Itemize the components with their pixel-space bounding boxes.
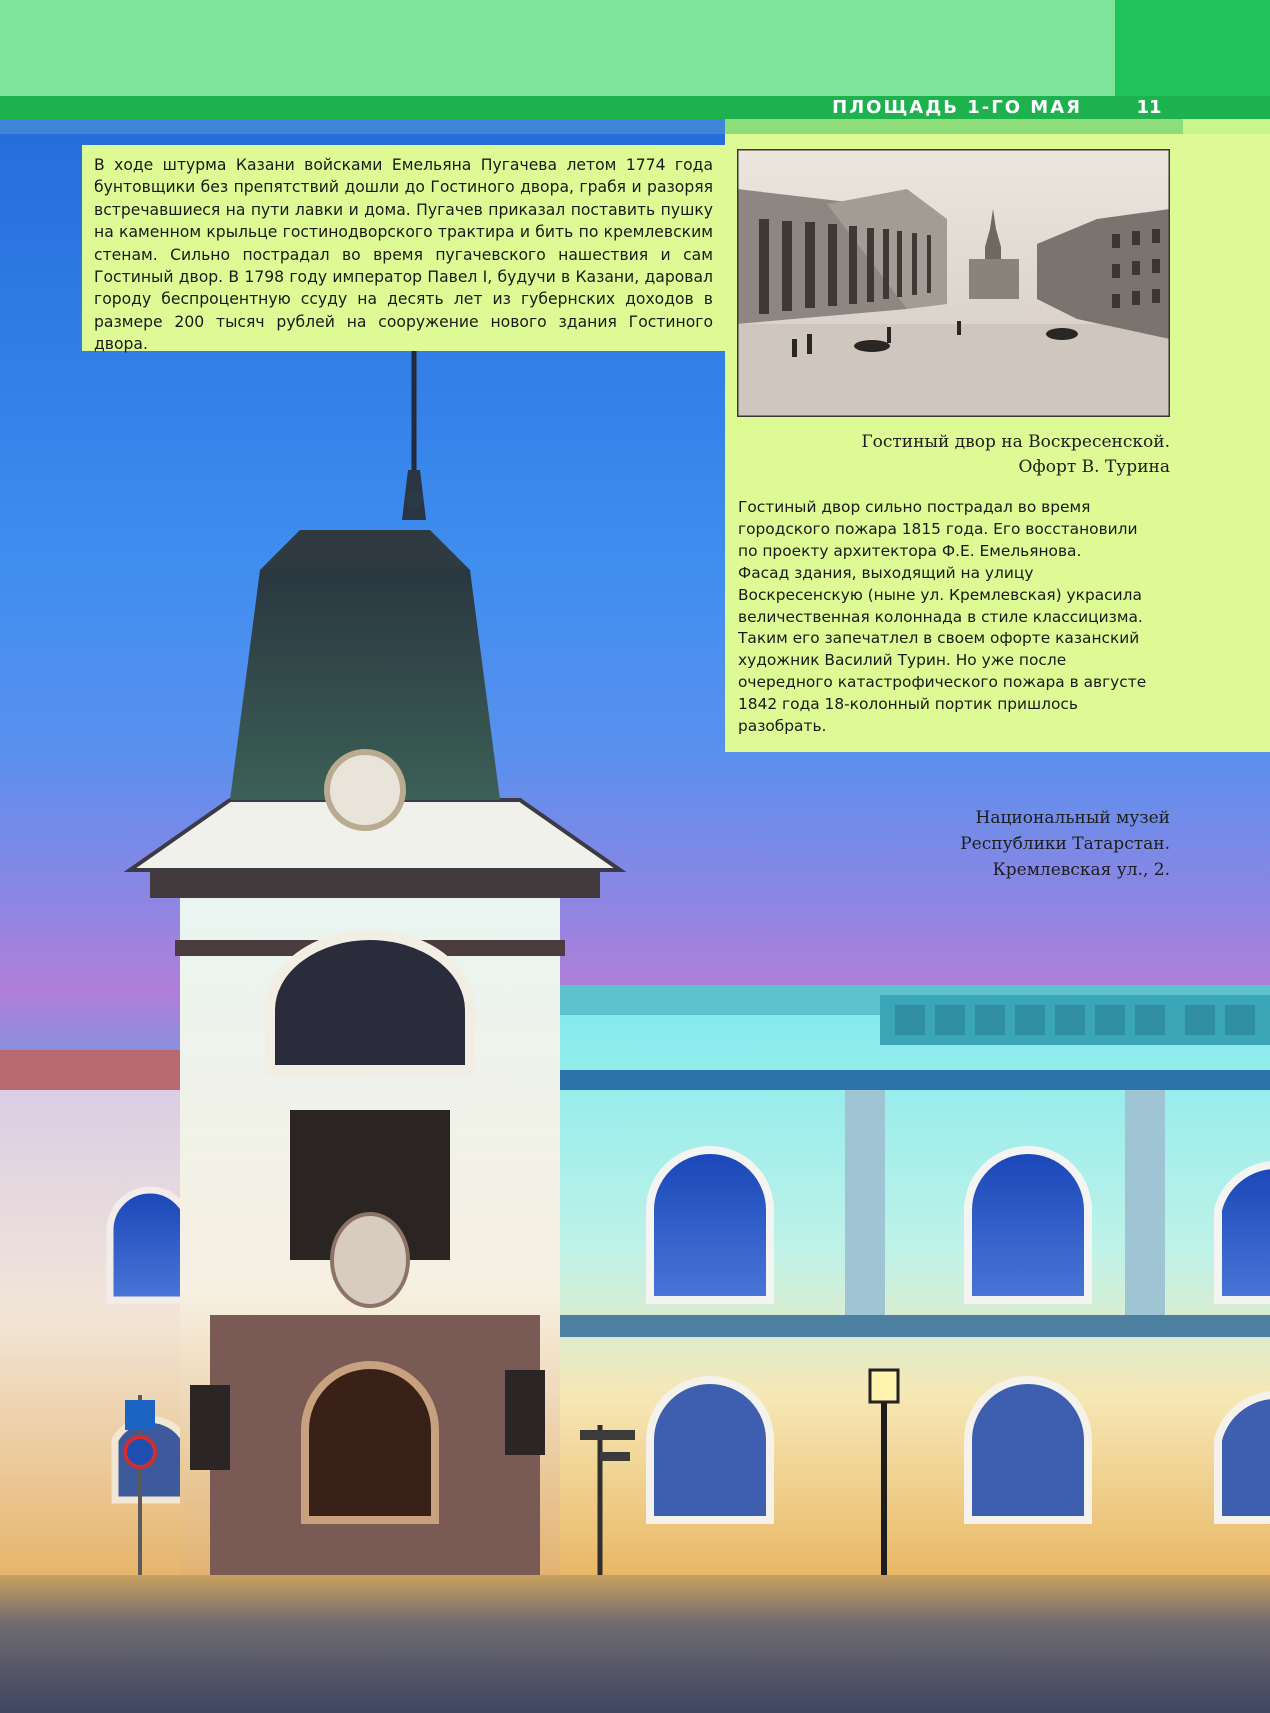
etching-illustration [737, 149, 1170, 417]
etching-caption [760, 430, 1170, 480]
history-text-panel [82, 145, 725, 354]
museum-caption [880, 805, 1170, 883]
museum-caption-address: Кремлевская ул., 2. [992, 860, 1170, 880]
etching-image [737, 149, 1170, 417]
header-strip-left [0, 119, 725, 134]
fire-paragraph-2: Фасад здания, выходящий на улицу Воскресенскую (ныне ул. Кремлевская) украсила величественная колоннада в стиле классицизма. Таким его запечатлел в своем офорте казанский художник Василий Турин. Но уже после очередного катастрофического пожара в августе 1842 года 18-колонный портик пришлось разобрать. [738, 563, 1147, 736]
fire-text-block [738, 497, 1158, 738]
museum-caption-line: Республики Татарстан. [960, 834, 1170, 854]
fire-paragraph-1: Гостиный двор сильно пострадал во время городского пожара 1815 года. Его восстановили по проекту архитектора Ф.Е. Емельянова. [738, 498, 1138, 560]
section-title: ПЛОЩАДЬ 1-ГО МАЯ [832, 97, 1082, 118]
etching-caption-author: Офорт В. Турина [1018, 457, 1170, 477]
etching-caption-line: Гостиный двор на Воскресенской. [861, 432, 1170, 452]
top-color-band [0, 0, 1115, 96]
history-paragraph: В ходе штурма Казани войсками Емельяна Пугачева летом 1774 года бунтовщики без препятствий дошли до Гостиного двора, грабя и разоряя встречавшиеся на пути лавки и дома. Пугачев приказал поставить пушку на каменном крыльце гостинодворского трактира и бить по кремлевским стенам. Сильно пострадал во время пугачевского нашествия и сам Гостиный двор. В 1798 году император Павел I, будучи в Казани, даровал городу беспроцентную ссуду на десять лет из губернских доходов в размере 200 тысяч рублей на сооружение нового здания Гостиного двора. [94, 156, 713, 354]
top-color-band-corner [1115, 0, 1270, 96]
museum-caption-line: Национальный музей [975, 808, 1170, 828]
page-number: 11 [1136, 97, 1162, 118]
